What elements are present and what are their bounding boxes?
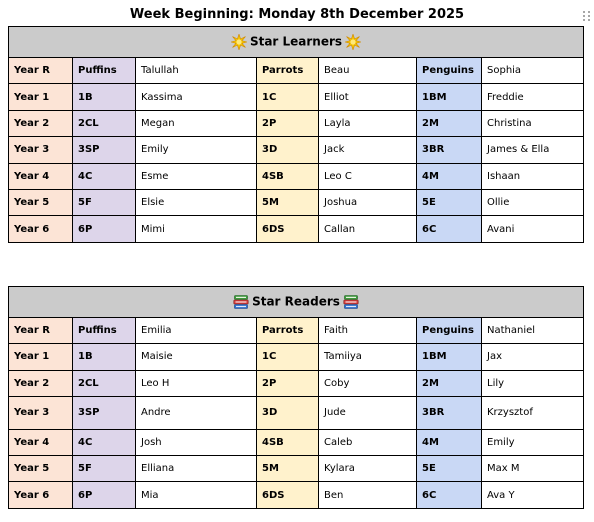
class-cell: 2P [257,110,319,136]
table-row [9,163,584,189]
class-cell: 2CL [73,110,136,136]
class-cell: Penguins [417,318,482,344]
class-cell: 3SP [73,396,136,429]
student-name: Jude [319,396,417,429]
year-cell: Year 1 [9,84,73,110]
student-name: Kassima [136,84,257,110]
student-name: Leo C [319,163,417,189]
table-row [9,396,584,429]
student-name: Layla [319,110,417,136]
class-cell: 5E [417,456,482,482]
class-cell: 2P [257,370,319,396]
student-name: Krzysztof [482,396,584,429]
student-name: Jack [319,137,417,163]
student-name: Esme [136,163,257,189]
student-name: Andre [136,396,257,429]
student-name: Faith [319,318,417,344]
student-name: Elsie [136,189,257,215]
year-cell: Year R [9,58,73,84]
class-cell: 1B [73,84,136,110]
student-name: Emily [136,137,257,163]
student-name: Lily [482,370,584,396]
star-readers-title [9,287,584,318]
student-name: Caleb [319,429,417,455]
class-cell: 3D [257,137,319,163]
student-name: Freddie [482,84,584,110]
student-name: Emily [482,429,584,455]
class-cell: 4M [417,429,482,455]
star-learners-title-text: Star Learners [249,34,343,49]
class-cell: 1BM [417,344,482,370]
class-cell: 3D [257,396,319,429]
class-cell: 1B [73,344,136,370]
student-name: Sophia [482,58,584,84]
class-cell: 4SB [257,429,319,455]
student-name: Talullah [136,58,257,84]
class-cell: 3BR [417,396,482,429]
student-name: Christina [482,110,584,136]
year-cell: Year 4 [9,163,73,189]
books-icon [343,294,359,310]
page-title: Week Beginning: Monday 8th December 2025 [129,7,465,22]
student-name: Joshua [319,189,417,215]
star-burst-icon [345,34,361,50]
class-cell: Parrots [257,58,319,84]
student-name: Max M [482,456,584,482]
student-name: Tamiiya [319,344,417,370]
table-row [9,84,584,110]
table-row [9,58,584,84]
class-cell: 6P [73,482,136,508]
student-name: Ava Y [482,482,584,508]
class-cell: 2CL [73,370,136,396]
year-cell: Year R [9,318,73,344]
class-cell: 5F [73,189,136,215]
class-cell: 4SB [257,163,319,189]
table-row [9,110,584,136]
class-cell: 3BR [417,137,482,163]
class-cell: 5M [257,456,319,482]
student-name: Avani [482,216,584,242]
student-name: Ollie [482,189,584,215]
year-cell: Year 5 [9,456,73,482]
year-cell: Year 2 [9,110,73,136]
class-cell: 4C [73,163,136,189]
student-name: Beau [319,58,417,84]
class-cell: 6DS [257,482,319,508]
table-row [9,137,584,163]
class-cell: Parrots [257,318,319,344]
table-row [9,318,584,344]
student-name: Jax [482,344,584,370]
student-name: Elliana [136,456,257,482]
class-cell: 6C [417,216,482,242]
student-name: Josh [136,429,257,455]
class-cell: 6P [73,216,136,242]
student-name: Kylara [319,456,417,482]
year-cell: Year 4 [9,429,73,455]
student-name: Emilia [136,318,257,344]
table-row [9,344,584,370]
year-cell: Year 6 [9,482,73,508]
star-readers-table [8,286,584,509]
class-cell: 1BM [417,84,482,110]
student-name: Nathaniel [482,318,584,344]
table-title-row [9,287,584,318]
student-name: Maisie [136,344,257,370]
table-row [9,189,584,215]
student-name: Ishaan [482,163,584,189]
class-cell: 5E [417,189,482,215]
books-icon [233,294,249,310]
year-cell: Year 1 [9,344,73,370]
student-name: Coby [319,370,417,396]
table-row [9,370,584,396]
year-cell: Year 3 [9,137,73,163]
table-row [9,482,584,508]
student-name: Ben [319,482,417,508]
year-cell: Year 3 [9,396,73,429]
drag-handle-icon[interactable] [583,11,592,23]
student-name: Megan [136,110,257,136]
class-cell: 2M [417,110,482,136]
table-row [9,429,584,455]
star-learners-table [8,26,584,243]
student-name: James & Ella [482,137,584,163]
year-cell: Year 2 [9,370,73,396]
class-cell: Puffins [73,318,136,344]
class-cell: Penguins [417,58,482,84]
student-name: Callan [319,216,417,242]
student-name: Elliot [319,84,417,110]
star-learners-title [9,27,584,58]
class-cell: Puffins [73,58,136,84]
star-readers-title-text: Star Readers [252,294,340,309]
table-row [9,456,584,482]
class-cell: 1C [257,84,319,110]
class-cell: 4C [73,429,136,455]
class-cell: 4M [417,163,482,189]
class-cell: 6C [417,482,482,508]
table-title-row [9,27,584,58]
student-name: Leo H [136,370,257,396]
student-name: Mimi [136,216,257,242]
class-cell: 5F [73,456,136,482]
class-cell: 1C [257,344,319,370]
table-row [9,216,584,242]
class-cell: 3SP [73,137,136,163]
year-cell: Year 6 [9,216,73,242]
class-cell: 6DS [257,216,319,242]
star-burst-icon [231,34,247,50]
class-cell: 2M [417,370,482,396]
student-name: Mia [136,482,257,508]
year-cell: Year 5 [9,189,73,215]
class-cell: 5M [257,189,319,215]
